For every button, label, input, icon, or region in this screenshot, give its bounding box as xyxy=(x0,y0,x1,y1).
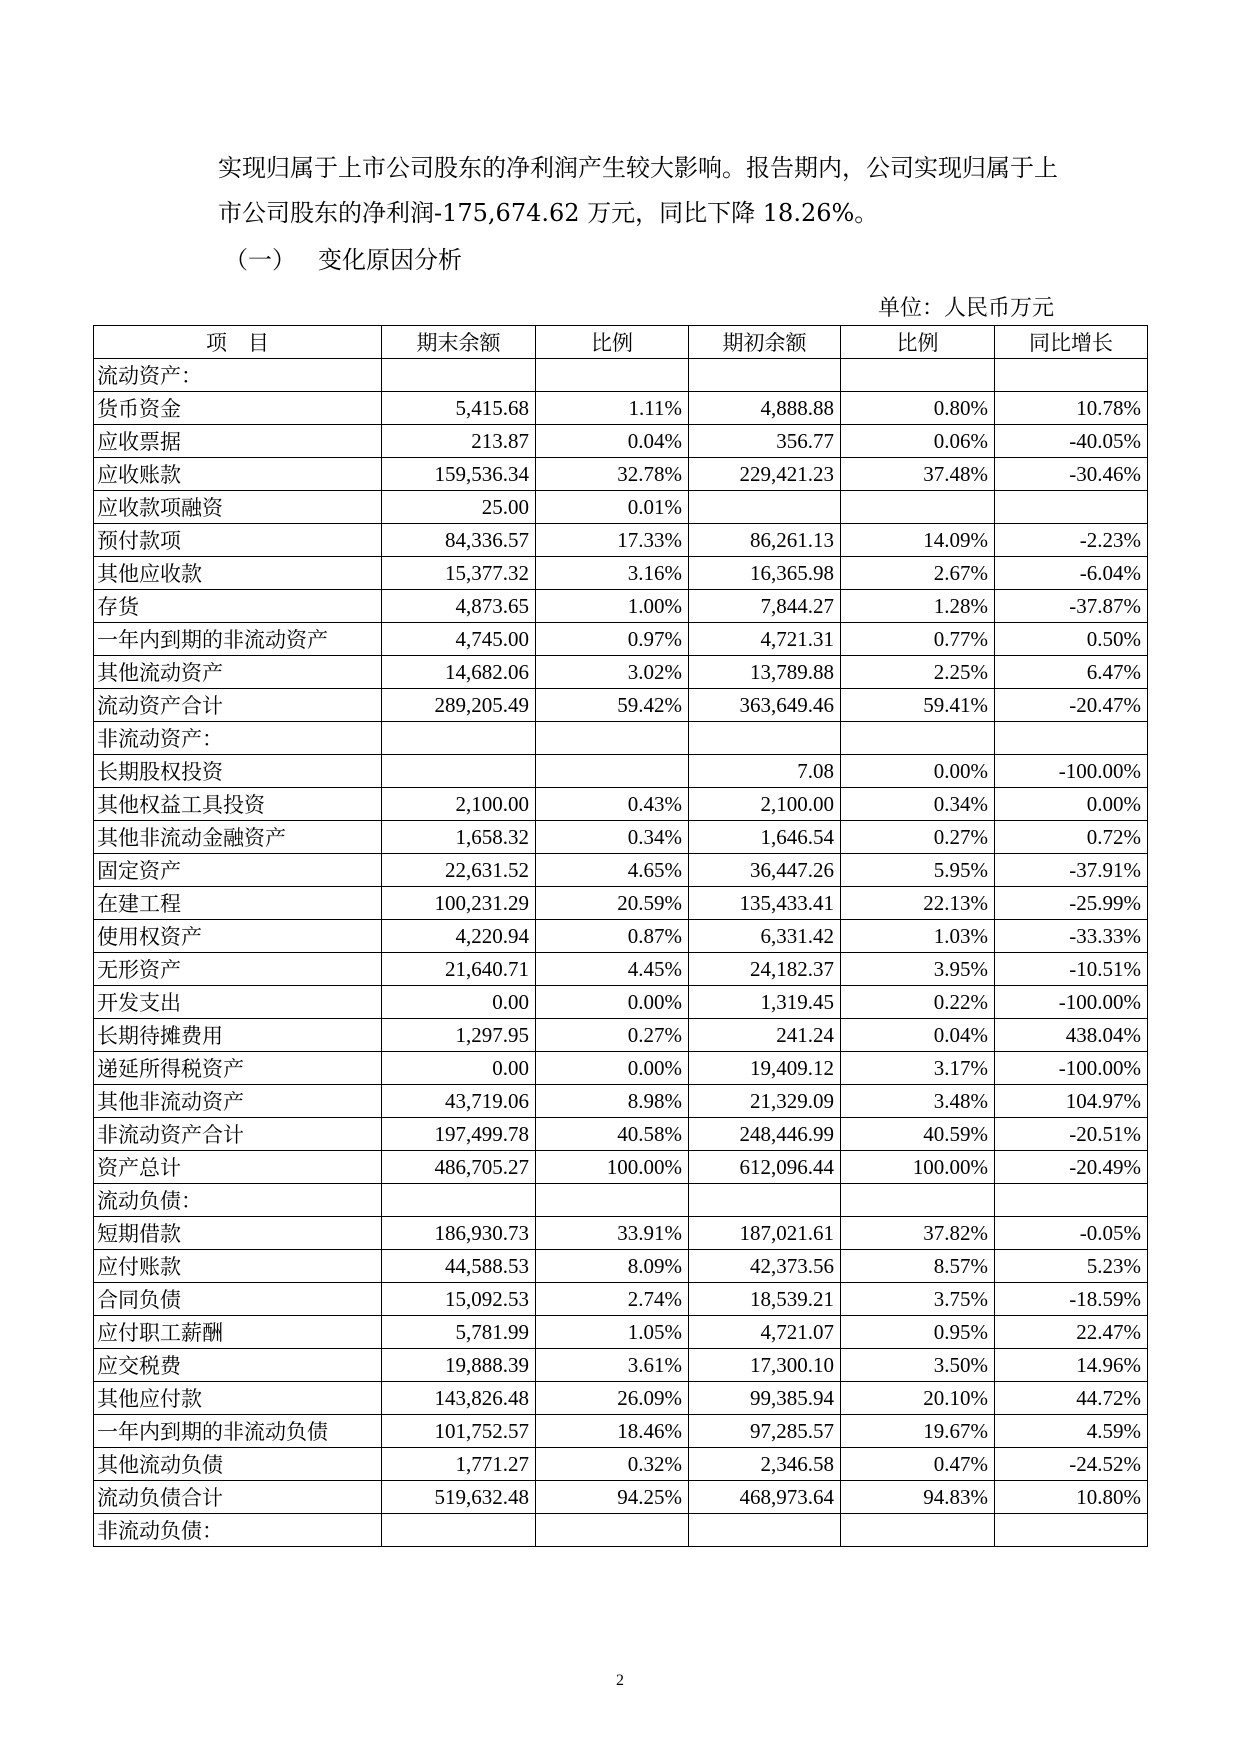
begin-ratio-cell: 3.95% xyxy=(841,953,995,986)
table-row xyxy=(94,722,1148,755)
begin-balance-cell: 19,409.12 xyxy=(689,1052,841,1085)
begin-balance-cell xyxy=(689,491,841,524)
yoy-growth-cell: -40.05% xyxy=(995,425,1148,458)
end-balance-cell: 25.00 xyxy=(382,491,536,524)
row-item-name: 应付职工薪酬 xyxy=(94,1316,382,1349)
end-balance-cell: 5,415.68 xyxy=(382,392,536,425)
table-row xyxy=(94,1085,1148,1118)
yoy-growth-cell xyxy=(995,722,1148,755)
yoy-growth-cell: 10.80% xyxy=(995,1481,1148,1514)
row-item-name: 应交税费 xyxy=(94,1349,382,1382)
table-row xyxy=(94,425,1148,458)
end-balance-cell: 4,745.00 xyxy=(382,623,536,656)
begin-balance-cell: 97,285.57 xyxy=(689,1415,841,1448)
begin-ratio-cell: 2.67% xyxy=(841,557,995,590)
end-balance-cell: 19,888.39 xyxy=(382,1349,536,1382)
end-balance-cell: 1,771.27 xyxy=(382,1448,536,1481)
yoy-growth-cell: -6.04% xyxy=(995,557,1148,590)
end-ratio-cell xyxy=(536,359,689,392)
row-item-name: 预付款项 xyxy=(94,524,382,557)
begin-balance-cell: 1,319.45 xyxy=(689,986,841,1019)
end-ratio-cell: 3.61% xyxy=(536,1349,689,1382)
table-row xyxy=(94,1019,1148,1052)
begin-ratio-cell xyxy=(841,1184,995,1217)
begin-ratio-cell: 3.50% xyxy=(841,1349,995,1382)
begin-ratio-cell: 59.41% xyxy=(841,689,995,722)
yoy-growth-cell: 0.50% xyxy=(995,623,1148,656)
begin-balance-cell: 42,373.56 xyxy=(689,1250,841,1283)
begin-ratio-cell: 14.09% xyxy=(841,524,995,557)
begin-ratio-cell: 100.00% xyxy=(841,1151,995,1184)
header-end-balance: 期末余额 xyxy=(382,326,536,359)
table-row xyxy=(94,1316,1148,1349)
table-row xyxy=(94,623,1148,656)
end-ratio-cell: 94.25% xyxy=(536,1481,689,1514)
end-balance-cell xyxy=(382,1184,536,1217)
yoy-growth-cell: -20.49% xyxy=(995,1151,1148,1184)
yoy-growth-cell: 14.96% xyxy=(995,1349,1148,1382)
end-balance-cell xyxy=(382,1514,536,1547)
begin-ratio-cell: 37.82% xyxy=(841,1217,995,1250)
table-row xyxy=(94,1349,1148,1382)
row-item-name: 其他应收款 xyxy=(94,557,382,590)
begin-balance-cell: 86,261.13 xyxy=(689,524,841,557)
end-ratio-cell: 40.58% xyxy=(536,1118,689,1151)
yoy-growth-cell: -18.59% xyxy=(995,1283,1148,1316)
yoy-growth-cell xyxy=(995,359,1148,392)
begin-ratio-cell: 0.06% xyxy=(841,425,995,458)
header-end-ratio: 比例 xyxy=(536,326,689,359)
end-ratio-cell: 59.42% xyxy=(536,689,689,722)
begin-ratio-cell: 19.67% xyxy=(841,1415,995,1448)
yoy-growth-cell xyxy=(995,1184,1148,1217)
begin-balance-cell: 16,365.98 xyxy=(689,557,841,590)
table-row xyxy=(94,1250,1148,1283)
row-item-name: 一年内到期的非流动负债 xyxy=(94,1415,382,1448)
end-ratio-cell: 0.97% xyxy=(536,623,689,656)
body-paragraph-line-2: 市公司股东的净利润-175,674.62 万元，同比下降 18.26%。 xyxy=(218,199,879,227)
table-row xyxy=(94,986,1148,1019)
section-heading xyxy=(224,245,462,275)
yoy-growth-cell: 10.78% xyxy=(995,392,1148,425)
end-ratio-cell: 2.74% xyxy=(536,1283,689,1316)
end-balance-cell: 4,220.94 xyxy=(382,920,536,953)
begin-ratio-cell: 0.04% xyxy=(841,1019,995,1052)
table-row xyxy=(94,689,1148,722)
begin-ratio-cell: 1.03% xyxy=(841,920,995,953)
begin-balance-cell: 99,385.94 xyxy=(689,1382,841,1415)
end-ratio-cell: 17.33% xyxy=(536,524,689,557)
end-balance-cell: 21,640.71 xyxy=(382,953,536,986)
table-row xyxy=(94,1415,1148,1448)
row-item-name: 流动资产合计 xyxy=(94,689,382,722)
table-row xyxy=(94,821,1148,854)
table-row xyxy=(94,1151,1148,1184)
end-ratio-cell: 8.98% xyxy=(536,1085,689,1118)
begin-ratio-cell: 0.34% xyxy=(841,788,995,821)
row-item-name: 长期股权投资 xyxy=(94,755,382,788)
table-row xyxy=(94,920,1148,953)
end-ratio-cell: 0.01% xyxy=(536,491,689,524)
row-item-name: 其他流动负债 xyxy=(94,1448,382,1481)
row-item-name: 其他应付款 xyxy=(94,1382,382,1415)
yoy-growth-cell: -100.00% xyxy=(995,755,1148,788)
row-item-name: 货币资金 xyxy=(94,392,382,425)
yoy-growth-cell: 5.23% xyxy=(995,1250,1148,1283)
begin-balance-cell: 135,433.41 xyxy=(689,887,841,920)
yoy-growth-cell: 438.04% xyxy=(995,1019,1148,1052)
end-balance-cell: 0.00 xyxy=(382,1052,536,1085)
yoy-growth-cell: -20.47% xyxy=(995,689,1148,722)
unit-label: 单位：人民币万元 xyxy=(878,296,1055,321)
table-row xyxy=(94,1283,1148,1316)
begin-balance-cell: 1,646.54 xyxy=(689,821,841,854)
end-balance-cell: 289,205.49 xyxy=(382,689,536,722)
end-ratio-cell: 100.00% xyxy=(536,1151,689,1184)
yoy-growth-cell: 4.59% xyxy=(995,1415,1148,1448)
begin-ratio-cell: 22.13% xyxy=(841,887,995,920)
table-row xyxy=(94,1448,1148,1481)
begin-balance-cell: 363,649.46 xyxy=(689,689,841,722)
table-row xyxy=(94,1217,1148,1250)
row-item-name: 应收款项融资 xyxy=(94,491,382,524)
begin-balance-cell: 356.77 xyxy=(689,425,841,458)
begin-balance-cell: 36,447.26 xyxy=(689,854,841,887)
end-balance-cell: 519,632.48 xyxy=(382,1481,536,1514)
begin-balance-cell xyxy=(689,1184,841,1217)
yoy-growth-cell: -20.51% xyxy=(995,1118,1148,1151)
begin-balance-cell: 4,721.07 xyxy=(689,1316,841,1349)
table-row xyxy=(94,1052,1148,1085)
yoy-growth-cell: -25.99% xyxy=(995,887,1148,920)
header-begin-ratio: 比例 xyxy=(841,326,995,359)
yoy-growth-cell: 44.72% xyxy=(995,1382,1148,1415)
end-balance-cell: 22,631.52 xyxy=(382,854,536,887)
header-yoy-growth: 同比增长 xyxy=(995,326,1148,359)
end-ratio-cell xyxy=(536,1184,689,1217)
row-item-name: 非流动负债： xyxy=(94,1514,382,1547)
yoy-growth-cell xyxy=(995,491,1148,524)
end-ratio-cell: 1.11% xyxy=(536,392,689,425)
begin-balance-cell: 4,721.31 xyxy=(689,623,841,656)
row-item-name: 非流动资产合计 xyxy=(94,1118,382,1151)
row-item-name: 存货 xyxy=(94,590,382,623)
section-heading-title: 变化原因分析 xyxy=(318,246,462,274)
begin-ratio-cell: 8.57% xyxy=(841,1250,995,1283)
table-row xyxy=(94,392,1148,425)
begin-ratio-cell: 0.22% xyxy=(841,986,995,1019)
begin-ratio-cell: 3.48% xyxy=(841,1085,995,1118)
yoy-growth-cell: -37.87% xyxy=(995,590,1148,623)
table-row xyxy=(94,1382,1148,1415)
begin-balance-cell: 7,844.27 xyxy=(689,590,841,623)
end-ratio-cell: 4.65% xyxy=(536,854,689,887)
begin-balance-cell: 248,446.99 xyxy=(689,1118,841,1151)
end-balance-cell: 44,588.53 xyxy=(382,1250,536,1283)
table-row xyxy=(94,953,1148,986)
yoy-growth-cell: -37.91% xyxy=(995,854,1148,887)
begin-ratio-cell: 0.27% xyxy=(841,821,995,854)
end-balance-cell: 15,092.53 xyxy=(382,1283,536,1316)
table-row xyxy=(94,854,1148,887)
begin-balance-cell xyxy=(689,722,841,755)
end-ratio-cell xyxy=(536,722,689,755)
end-balance-cell: 197,499.78 xyxy=(382,1118,536,1151)
end-balance-cell: 101,752.57 xyxy=(382,1415,536,1448)
header-begin-balance: 期初余额 xyxy=(689,326,841,359)
row-item-name: 无形资产 xyxy=(94,953,382,986)
end-balance-cell: 1,297.95 xyxy=(382,1019,536,1052)
row-item-name: 应收票据 xyxy=(94,425,382,458)
end-balance-cell: 213.87 xyxy=(382,425,536,458)
end-ratio-cell xyxy=(536,1514,689,1547)
row-item-name: 合同负债 xyxy=(94,1283,382,1316)
begin-ratio-cell: 2.25% xyxy=(841,656,995,689)
end-balance-cell xyxy=(382,722,536,755)
row-item-name: 流动负债： xyxy=(94,1184,382,1217)
end-ratio-cell: 0.43% xyxy=(536,788,689,821)
begin-ratio-cell xyxy=(841,722,995,755)
begin-balance-cell: 17,300.10 xyxy=(689,1349,841,1382)
yoy-growth-cell: -2.23% xyxy=(995,524,1148,557)
row-item-name: 应收账款 xyxy=(94,458,382,491)
begin-balance-cell: 13,789.88 xyxy=(689,656,841,689)
begin-ratio-cell: 20.10% xyxy=(841,1382,995,1415)
table-row xyxy=(94,1118,1148,1151)
end-ratio-cell: 0.34% xyxy=(536,821,689,854)
yoy-growth-cell: 22.47% xyxy=(995,1316,1148,1349)
begin-balance-cell xyxy=(689,1514,841,1547)
row-item-name: 长期待摊费用 xyxy=(94,1019,382,1052)
end-ratio-cell: 0.00% xyxy=(536,1052,689,1085)
yoy-growth-cell: 0.72% xyxy=(995,821,1148,854)
begin-balance-cell: 21,329.09 xyxy=(689,1085,841,1118)
yoy-growth-cell: -24.52% xyxy=(995,1448,1148,1481)
begin-balance-cell: 7.08 xyxy=(689,755,841,788)
end-balance-cell: 186,930.73 xyxy=(382,1217,536,1250)
end-balance-cell: 159,536.34 xyxy=(382,458,536,491)
table-row xyxy=(94,557,1148,590)
begin-balance-cell: 241.24 xyxy=(689,1019,841,1052)
row-item-name: 流动资产： xyxy=(94,359,382,392)
end-balance-cell: 15,377.32 xyxy=(382,557,536,590)
table-row xyxy=(94,1514,1148,1547)
yoy-growth-cell: 6.47% xyxy=(995,656,1148,689)
yoy-growth-cell: -10.51% xyxy=(995,953,1148,986)
end-balance-cell: 14,682.06 xyxy=(382,656,536,689)
end-balance-cell: 5,781.99 xyxy=(382,1316,536,1349)
section-heading-number: （一） xyxy=(224,246,296,274)
begin-balance-cell xyxy=(689,359,841,392)
yoy-growth-cell: -33.33% xyxy=(995,920,1148,953)
end-ratio-cell: 0.00% xyxy=(536,986,689,1019)
table-body xyxy=(94,359,1148,1547)
end-balance-cell: 43,719.06 xyxy=(382,1085,536,1118)
yoy-growth-cell: -30.46% xyxy=(995,458,1148,491)
begin-ratio-cell: 0.80% xyxy=(841,392,995,425)
yoy-growth-cell: 104.97% xyxy=(995,1085,1148,1118)
end-balance-cell: 100,231.29 xyxy=(382,887,536,920)
end-ratio-cell: 4.45% xyxy=(536,953,689,986)
yoy-growth-cell: -0.05% xyxy=(995,1217,1148,1250)
end-ratio-cell xyxy=(536,755,689,788)
end-ratio-cell: 32.78% xyxy=(536,458,689,491)
begin-balance-cell: 2,346.58 xyxy=(689,1448,841,1481)
end-ratio-cell: 33.91% xyxy=(536,1217,689,1250)
begin-balance-cell: 18,539.21 xyxy=(689,1283,841,1316)
begin-ratio-cell: 37.48% xyxy=(841,458,995,491)
page-number: 2 xyxy=(616,1672,624,1689)
begin-balance-cell: 187,021.61 xyxy=(689,1217,841,1250)
begin-balance-cell: 229,421.23 xyxy=(689,458,841,491)
end-ratio-cell: 3.16% xyxy=(536,557,689,590)
row-item-name: 其他非流动金融资产 xyxy=(94,821,382,854)
begin-ratio-cell xyxy=(841,359,995,392)
row-item-name: 使用权资产 xyxy=(94,920,382,953)
begin-ratio-cell: 3.17% xyxy=(841,1052,995,1085)
row-item-name: 应付账款 xyxy=(94,1250,382,1283)
end-ratio-cell: 0.04% xyxy=(536,425,689,458)
yoy-growth-cell xyxy=(995,1514,1148,1547)
table-row xyxy=(94,491,1148,524)
row-item-name: 递延所得税资产 xyxy=(94,1052,382,1085)
balance-sheet-table xyxy=(93,325,1148,1547)
end-balance-cell: 0.00 xyxy=(382,986,536,1019)
end-ratio-cell: 0.32% xyxy=(536,1448,689,1481)
table-row xyxy=(94,887,1148,920)
body-paragraph-line-1: 实现归属于上市公司股东的净利润产生较大影响。报告期内，公司实现归属于上 xyxy=(218,154,1058,182)
end-ratio-cell: 8.09% xyxy=(536,1250,689,1283)
end-ratio-cell: 1.00% xyxy=(536,590,689,623)
yoy-growth-cell: -100.00% xyxy=(995,986,1148,1019)
row-item-name: 其他流动资产 xyxy=(94,656,382,689)
table-row xyxy=(94,590,1148,623)
row-item-name: 一年内到期的非流动资产 xyxy=(94,623,382,656)
begin-ratio-cell xyxy=(841,1514,995,1547)
begin-ratio-cell: 0.00% xyxy=(841,755,995,788)
row-item-name: 资产总计 xyxy=(94,1151,382,1184)
end-balance-cell xyxy=(382,359,536,392)
table-row xyxy=(94,755,1148,788)
row-item-name: 其他非流动资产 xyxy=(94,1085,382,1118)
table-row xyxy=(94,1481,1148,1514)
row-item-name: 固定资产 xyxy=(94,854,382,887)
end-balance-cell xyxy=(382,755,536,788)
end-ratio-cell: 0.87% xyxy=(536,920,689,953)
end-balance-cell: 4,873.65 xyxy=(382,590,536,623)
end-balance-cell: 2,100.00 xyxy=(382,788,536,821)
begin-balance-cell: 468,973.64 xyxy=(689,1481,841,1514)
table-row xyxy=(94,788,1148,821)
begin-ratio-cell: 3.75% xyxy=(841,1283,995,1316)
end-ratio-cell: 20.59% xyxy=(536,887,689,920)
end-balance-cell: 1,658.32 xyxy=(382,821,536,854)
begin-balance-cell: 24,182.37 xyxy=(689,953,841,986)
begin-ratio-cell: 5.95% xyxy=(841,854,995,887)
row-item-name: 流动负债合计 xyxy=(94,1481,382,1514)
end-ratio-cell: 26.09% xyxy=(536,1382,689,1415)
end-balance-cell: 143,826.48 xyxy=(382,1382,536,1415)
begin-ratio-cell: 94.83% xyxy=(841,1481,995,1514)
end-balance-cell: 84,336.57 xyxy=(382,524,536,557)
table-row xyxy=(94,524,1148,557)
table-row xyxy=(94,458,1148,491)
begin-ratio-cell: 0.95% xyxy=(841,1316,995,1349)
row-item-name: 在建工程 xyxy=(94,887,382,920)
begin-ratio-cell: 40.59% xyxy=(841,1118,995,1151)
begin-ratio-cell xyxy=(841,491,995,524)
end-ratio-cell: 1.05% xyxy=(536,1316,689,1349)
header-item: 项 目 xyxy=(94,326,382,359)
table-row xyxy=(94,1184,1148,1217)
table-row xyxy=(94,359,1148,392)
begin-balance-cell: 2,100.00 xyxy=(689,788,841,821)
end-ratio-cell: 3.02% xyxy=(536,656,689,689)
begin-ratio-cell: 0.77% xyxy=(841,623,995,656)
row-item-name: 其他权益工具投资 xyxy=(94,788,382,821)
row-item-name: 开发支出 xyxy=(94,986,382,1019)
row-item-name: 短期借款 xyxy=(94,1217,382,1250)
begin-balance-cell: 4,888.88 xyxy=(689,392,841,425)
begin-ratio-cell: 1.28% xyxy=(841,590,995,623)
begin-ratio-cell: 0.47% xyxy=(841,1448,995,1481)
end-ratio-cell: 0.27% xyxy=(536,1019,689,1052)
yoy-growth-cell: 0.00% xyxy=(995,788,1148,821)
end-balance-cell: 486,705.27 xyxy=(382,1151,536,1184)
table-row xyxy=(94,656,1148,689)
yoy-growth-cell: -100.00% xyxy=(995,1052,1148,1085)
row-item-name: 非流动资产： xyxy=(94,722,382,755)
begin-balance-cell: 6,331.42 xyxy=(689,920,841,953)
table-header-row xyxy=(94,326,1148,359)
end-ratio-cell: 18.46% xyxy=(536,1415,689,1448)
begin-balance-cell: 612,096.44 xyxy=(689,1151,841,1184)
